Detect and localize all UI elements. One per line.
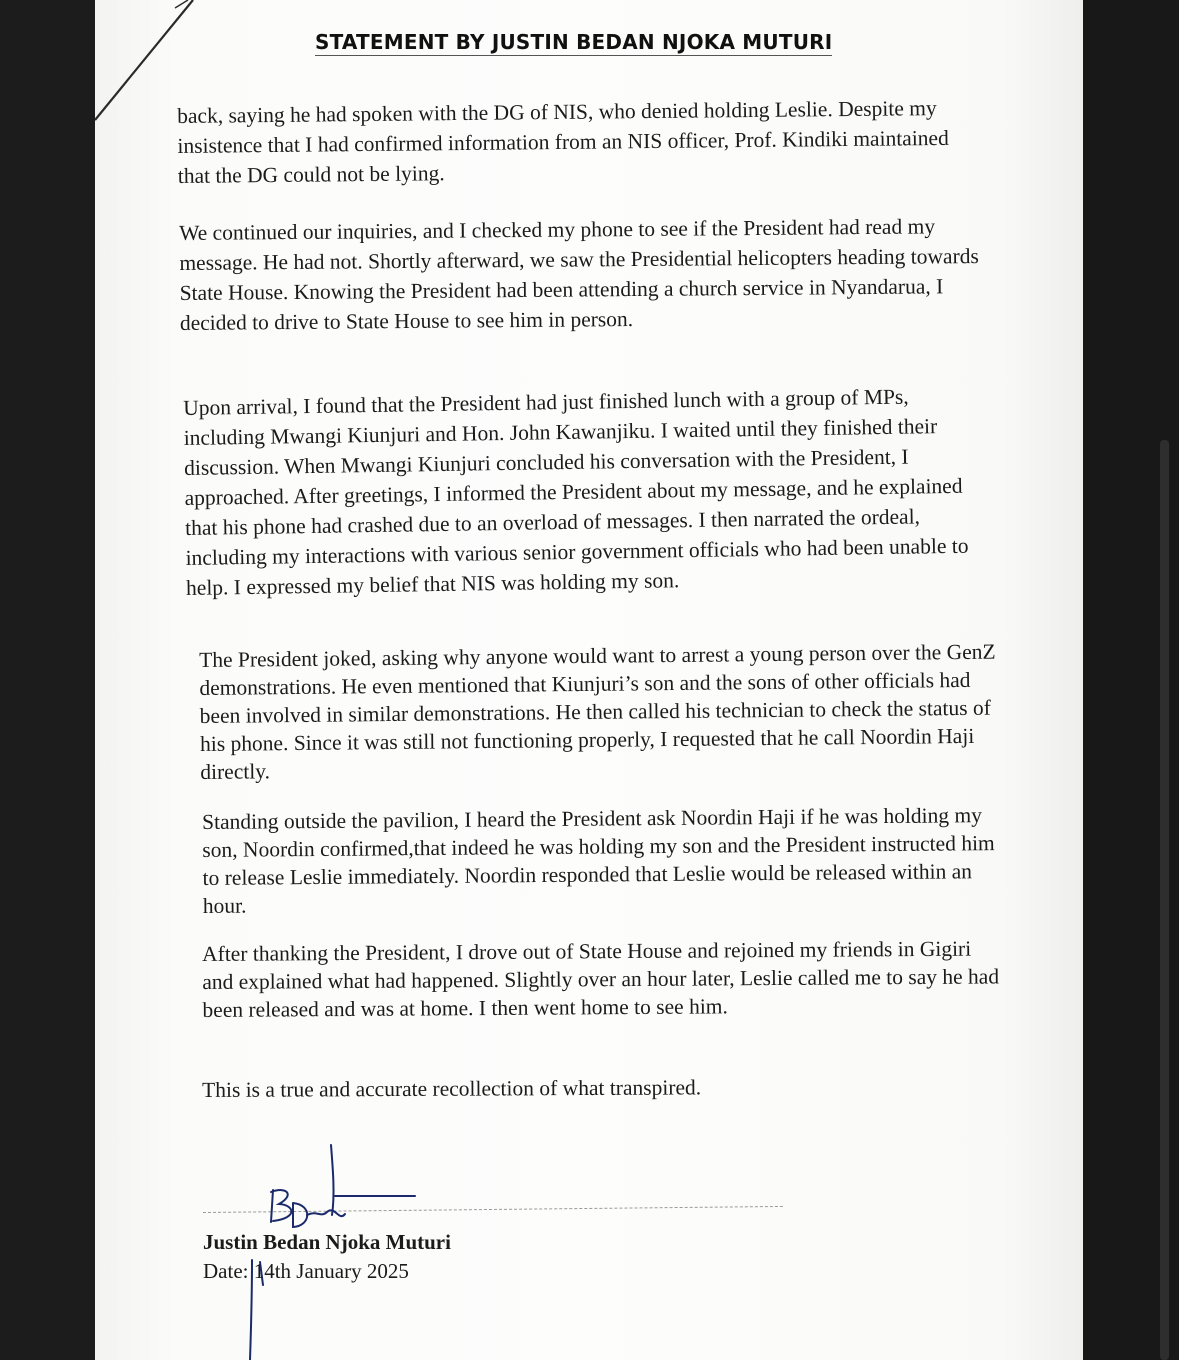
paragraph-3: Upon arrival, I found that the President had just finished lunch with a group of MPs, including Mwangi Kiunjuri and Hon. John Kawanjiku. I waited until they finished their discussion. When Mwangi Kiunjuri concluded his conversation with the President, I approached. After greetings, I informed the President about my message, and he explained that his phone had crashed due to an overload of messages. I then narrated the ordeal, including my interactions with various senior government officials who had been unable to help. I expressed my belief that NIS was holding my son. — [183, 384, 969, 600]
document-title: STATEMENT BY JUSTIN BEDAN NJOKA MUTURI — [315, 30, 833, 54]
paragraph-2: We continued our inquiries, and I checked my phone to see if the President had read my message. He had not. Shortly afterward, we saw the Presidential helicopters heading towards State House. Knowing the President had been attending a church service in Nyandarua, I decided to drive to State House to see him in person. — [179, 214, 979, 335]
paragraph-7: This is a true and accurate recollection of what transpired. — [202, 1075, 702, 1102]
paragraph-5: Standing outside the pavilion, I heard the President ask Noordin Haji if he was holding my son, Noordin confirmed,that indeed he was holding my son and the President instructed him to release Leslie immediately. Noordin responded that Leslie would be released within an hour. — [202, 803, 995, 918]
signer-name: Justin Bedan Njoka Muturi — [203, 1230, 451, 1254]
document-page — [95, 0, 1083, 1360]
scrollbar[interactable] — [1160, 440, 1169, 1360]
paragraph-1: back, saying he had spoken with the DG of NIS, who denied holding Leslie. Despite my insistence that I had confirmed information from an NIS officer, Prof. Kindiki maintained that the DG could not be lying. — [177, 96, 949, 188]
signature-line — [203, 1206, 783, 1213]
paragraph-4: The President joked, asking why anyone would want to arrest a young person over the GenZ demonstrations. He even mentioned that Kiunjuri’s son and the sons of other officials had been involved in similar demonstrations. He then called his technician to check the status of his phone. Since it was still not functioning properly, I requested that he call Noordin Haji directly. — [199, 639, 996, 784]
paragraph-6: After thanking the President, I drove out of State House and rejoined my friends in Gigiri and explained what had happened. Slightly over an hour later, Leslie called me to say he had been released and was at home. I then went home to see him. — [202, 936, 1000, 1022]
signature-date: Date: 14th January 2025 — [203, 1259, 409, 1283]
